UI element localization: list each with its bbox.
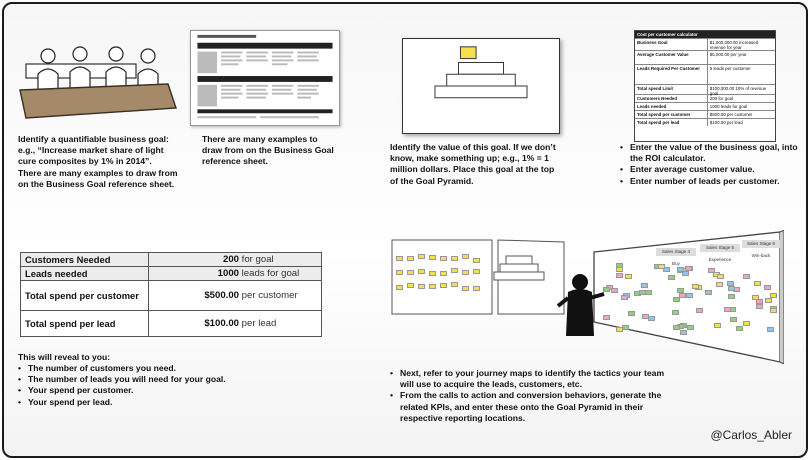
- panel1-line: e.g., “Increase market share of light: [18, 145, 164, 156]
- sticky-note: [451, 282, 458, 287]
- table-label: Customers Needed: [21, 253, 149, 267]
- sticky-note: [451, 256, 458, 261]
- panel6-bullet-continuation: [390, 379, 700, 390]
- stage-label: Sales Stage 6: [742, 240, 780, 248]
- sticky-note: [429, 271, 436, 276]
- sticky-note: [672, 310, 679, 315]
- table-unit: for goal: [241, 254, 274, 265]
- calc-value: $1,000,000.00 increased revenue for year: [709, 40, 759, 50]
- table-value-cell: [149, 311, 322, 337]
- sticky-note: [673, 297, 680, 302]
- sticky-note: [668, 275, 675, 280]
- table-row: [21, 253, 322, 267]
- stage-label: Sales Stage 4: [656, 248, 696, 256]
- sticky-note: [645, 290, 652, 295]
- sticky-note: [770, 308, 777, 313]
- sticky-note: [687, 325, 694, 330]
- sticky-note: [685, 266, 692, 271]
- sticky-note: [754, 281, 761, 286]
- table-value-cell: [149, 253, 322, 267]
- panel1-line: There are many examples to draw from: [18, 167, 178, 178]
- roi-calculator-thumbnail: [634, 30, 776, 142]
- sticky-note: [677, 267, 684, 272]
- sticky-note: [736, 326, 743, 331]
- sticky-note: [705, 290, 712, 295]
- sticky-note: [462, 286, 469, 291]
- panel5-bullet: • Your spend per lead.: [18, 397, 318, 408]
- panel5-bullet: • Your spend per customer.: [18, 385, 318, 396]
- table-value: $100.00: [204, 318, 239, 329]
- sticky-note: [658, 264, 665, 269]
- sticky-note: [686, 293, 693, 298]
- panel1-line: Identify a quantifiable business goal:: [18, 134, 169, 144]
- sticky-note: [628, 311, 635, 316]
- table-value: $500.00: [204, 290, 239, 301]
- panel4-bullet-continuation: [620, 153, 808, 164]
- sticky-note: [673, 325, 680, 330]
- sticky-note: [642, 314, 649, 319]
- table-label: Total spend per customer: [21, 281, 149, 311]
- sticky-note: [616, 273, 623, 278]
- sticky-note: [440, 283, 447, 288]
- table-label: Leads needed: [21, 267, 149, 281]
- sticky-note: [679, 293, 686, 298]
- sticky-note: [407, 283, 414, 288]
- cost-summary-table: [20, 252, 322, 337]
- sticky-note: [451, 268, 458, 273]
- sticky-note: [603, 315, 610, 320]
- calc-key: Leads needed: [635, 103, 708, 110]
- panel2-line: There are many examples to: [202, 134, 318, 144]
- table-value: 1000: [217, 268, 239, 279]
- table-row: [21, 281, 322, 311]
- sticky-note: [743, 321, 750, 326]
- calc-value: $100.00 per lead: [709, 120, 743, 125]
- panel3-line: of the Goal Pyramid.: [390, 175, 474, 186]
- stage-label: Sales Stage 5: [700, 244, 740, 252]
- sticky-note: [429, 284, 436, 289]
- sticky-note: [714, 323, 721, 328]
- calc-value: $100,000.00 10% of revenue goal: [709, 86, 767, 96]
- calc-value: 200 for goal: [709, 96, 733, 101]
- sticky-note: [717, 274, 724, 279]
- sticky-note: [625, 274, 632, 279]
- sticky-note: [429, 255, 436, 260]
- sticky-note: [418, 284, 425, 289]
- stage-sub-label: Experience: [708, 257, 732, 262]
- panel5-bullet: • The number of leads you will need for your goal.: [18, 374, 318, 385]
- goal-pyramid-illustration: [402, 38, 560, 134]
- panel1-line: on the Business Goal reference sheet.: [18, 178, 175, 189]
- panel6-bullet: • Next, refer to your journey maps to identify the tactics your team: [390, 368, 700, 379]
- table-value-cell: [149, 267, 322, 281]
- sticky-note: [621, 295, 628, 300]
- panel4-bullet: • Enter number of leads per customer.: [620, 176, 808, 187]
- sticky-note: [440, 271, 447, 276]
- table-row: [21, 267, 322, 281]
- panel6-bullet-text: related KPIs, and enter these onto the Goal Pyramid in their: [400, 401, 644, 412]
- panel3-line: million dollars. Place this goal at the top: [390, 164, 555, 175]
- calc-key: Total spend Limit: [635, 85, 708, 94]
- sticky-note: [756, 304, 763, 309]
- sticky-note: [396, 285, 403, 290]
- sticky-note: [616, 267, 623, 272]
- sticky-note: [440, 256, 447, 261]
- sticky-note: [764, 285, 771, 290]
- sticky-note: [396, 270, 403, 275]
- sticky-note: [728, 286, 735, 291]
- slide-frame: [2, 2, 808, 458]
- panel6-bullet: • From the calls to action and conversion behaviors, generate the: [390, 390, 700, 401]
- meeting-illustration: [18, 34, 178, 126]
- sticky-note: [743, 274, 750, 279]
- calc-key: Business Goal: [635, 39, 708, 50]
- panel6-bullet-text: respective reporting locations.: [400, 412, 526, 423]
- panel1-line: cure composites by 1% in 2014”.: [18, 156, 152, 167]
- calculator-header: Cost per customer calculator: [635, 31, 775, 38]
- panel3-line: Identify the value of this goal. If we don’t: [390, 142, 556, 152]
- calc-key: Total spend per customer: [635, 111, 708, 118]
- panel2-line: draw from on the Business Goal: [202, 145, 334, 156]
- sticky-note: [462, 270, 469, 275]
- calc-value: $500.00 per customer: [709, 112, 753, 117]
- journey-map-wall-illustration: [388, 230, 784, 364]
- panel4-bullet-text: the ROI calculator.: [630, 153, 706, 164]
- calc-key: Leads Required Per Customer: [635, 65, 708, 84]
- sticky-note: [407, 270, 414, 275]
- sticky-note: [730, 317, 737, 322]
- sticky-note: [462, 254, 469, 259]
- sticky-note: [677, 288, 684, 293]
- sticky-note: [692, 284, 699, 289]
- sticky-note: [724, 307, 731, 312]
- sticky-note: [716, 282, 723, 287]
- stage-sub-label: Win-back: [751, 253, 771, 258]
- calc-value: 1000 leads for goal: [709, 104, 748, 109]
- calc-value: $5,000.00 per year: [709, 52, 747, 57]
- sticky-note: [473, 269, 480, 274]
- sticky-note: [603, 287, 610, 292]
- sticky-note: [611, 288, 618, 293]
- sticky-note: [407, 256, 414, 261]
- table-unit: per customer: [241, 290, 298, 301]
- sticky-note: [728, 294, 735, 299]
- sticky-note: [765, 298, 772, 303]
- sticky-note: [767, 327, 774, 332]
- panel5-bullet: • The number of customers you need.: [18, 363, 318, 374]
- calc-value: 5 leads per customer: [709, 66, 751, 71]
- panel5-intro: This will reveal to you:: [18, 352, 111, 362]
- calc-key: Customers Needed: [635, 95, 708, 102]
- table-unit: leads for goal: [241, 268, 300, 279]
- sticky-note: [680, 330, 687, 335]
- author-watermark: @Carlos_Abler: [710, 428, 792, 442]
- calc-key: Average Customer Value: [635, 51, 708, 64]
- panel6-bullet-continuation: [390, 402, 700, 413]
- sticky-note: [473, 258, 480, 263]
- sticky-note: [708, 268, 715, 273]
- sticky-note: [418, 269, 425, 274]
- calc-key: Total spend per lead: [635, 119, 708, 126]
- panel4-bullet: • Enter average customer value.: [620, 164, 808, 175]
- table-row: [21, 311, 322, 337]
- panel6-bullet-continuation: [390, 413, 700, 424]
- reference-sheet-thumbnail: [190, 30, 340, 126]
- sticky-note: [418, 254, 425, 259]
- sticky-note: [622, 325, 629, 330]
- table-value: 200: [222, 254, 239, 265]
- sticky-note: [641, 283, 648, 288]
- sticky-note: [696, 308, 703, 313]
- panel6-bullet-text: will use to acquire the leads, customers, etc.: [400, 379, 582, 390]
- sticky-note: [648, 316, 655, 321]
- table-unit: per lead: [241, 318, 277, 329]
- panel2-line: reference sheet.: [202, 156, 268, 167]
- panel3-line: know, make something up; e.g., 1% = 1: [390, 153, 549, 164]
- sticky-note: [473, 286, 480, 291]
- sticky-note: [396, 256, 403, 261]
- stage-sub-label: Buy: [672, 261, 680, 266]
- table-value-cell: [149, 281, 322, 311]
- panel4-bullet: • Enter the value of the business goal, into: [620, 142, 808, 153]
- table-label: Total spend per lead: [21, 311, 149, 337]
